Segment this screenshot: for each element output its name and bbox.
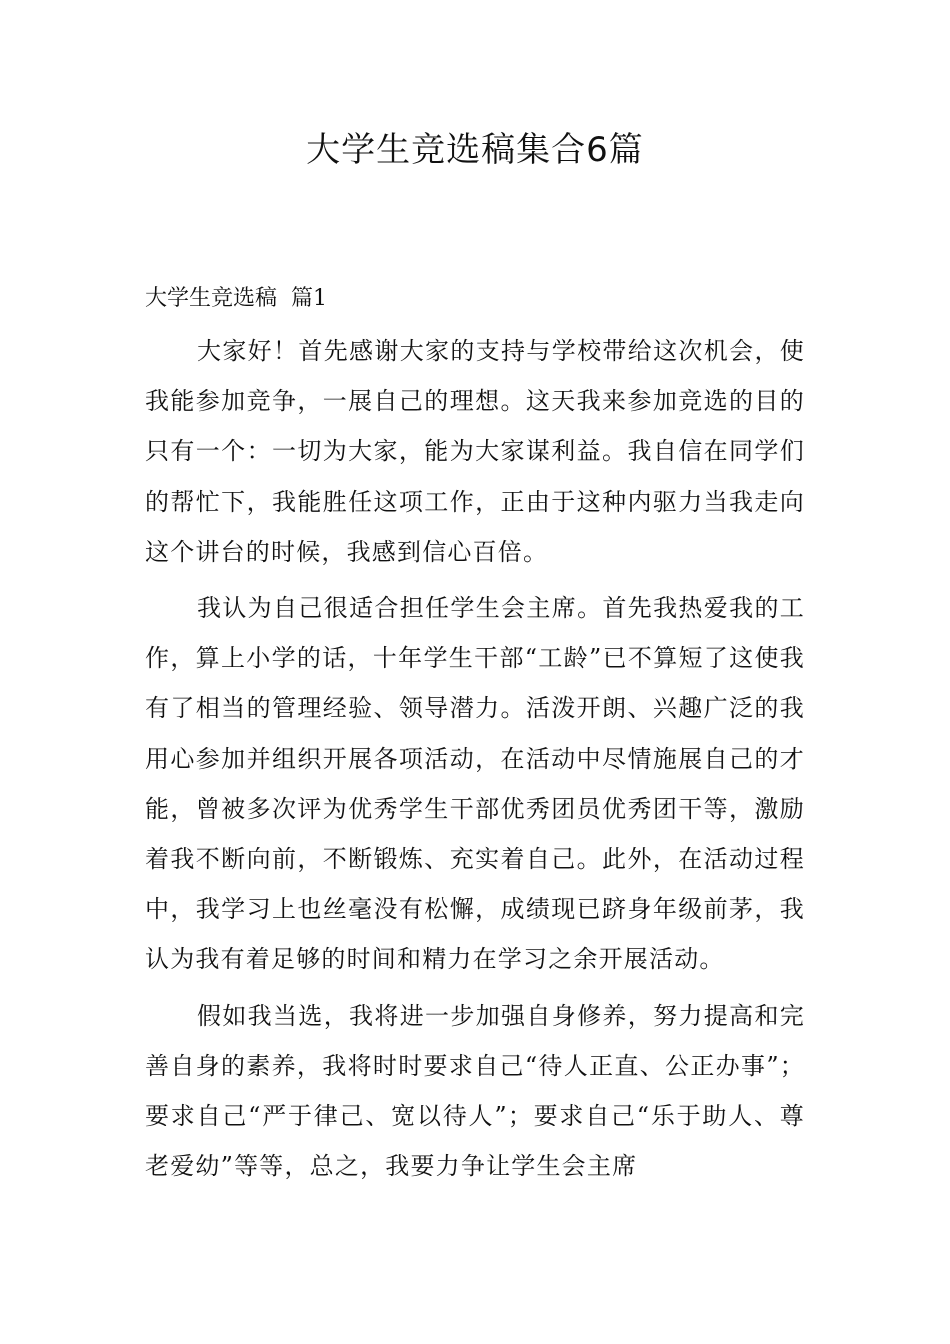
paragraph: 假如我当选，我将进一步加强自身修养，努力提高和完善自身的素养，我将时时要求自己“待人正直、公正办事”；要求自己“严于律己、宽以待人”；要求自己“乐于助人、尊老爱幼”等等，总之，我要力争让学生会主席	[145, 1001, 805, 1181]
document-title: 大学生竞选稿集合6篇	[306, 130, 644, 170]
paragraph: 大家好！首先感谢大家的支持与学校带给这次机会，使我能参加竞争，一展自己的理想。这天我来参加竞选的目的只有一个：一切为大家，能为大家谋利益。我自信在同学们的帮忙下，我能胜任这项工作，正由于这种内驱力当我走向这个讲台的时候，我感到信心百倍。	[145, 337, 805, 566]
paragraph: 我认为自己很适合担任学生会主席。首先我热爱我的工作，算上小学的话，十年学生干部“工龄”已不算短了这使我有了相当的管理经验、领导潜力。活泼开朗、兴趣广泛的我用心参加并组织开展各项活动，在活动中尽情施展自己的才能，曾被多次评为优秀学生干部优秀团员优秀团干等，激励着我不断向前，不断锻炼、充实着自己。此外，在活动过程中，我学习上也丝毫没有松懈，成绩现已跻身年级前茅，我认为我有着足够的时间和精力在学习之余开展活动。	[145, 594, 805, 974]
section-heading: 大学生竞选稿 篇1	[145, 286, 327, 311]
document-body	[145, 326, 805, 1197]
